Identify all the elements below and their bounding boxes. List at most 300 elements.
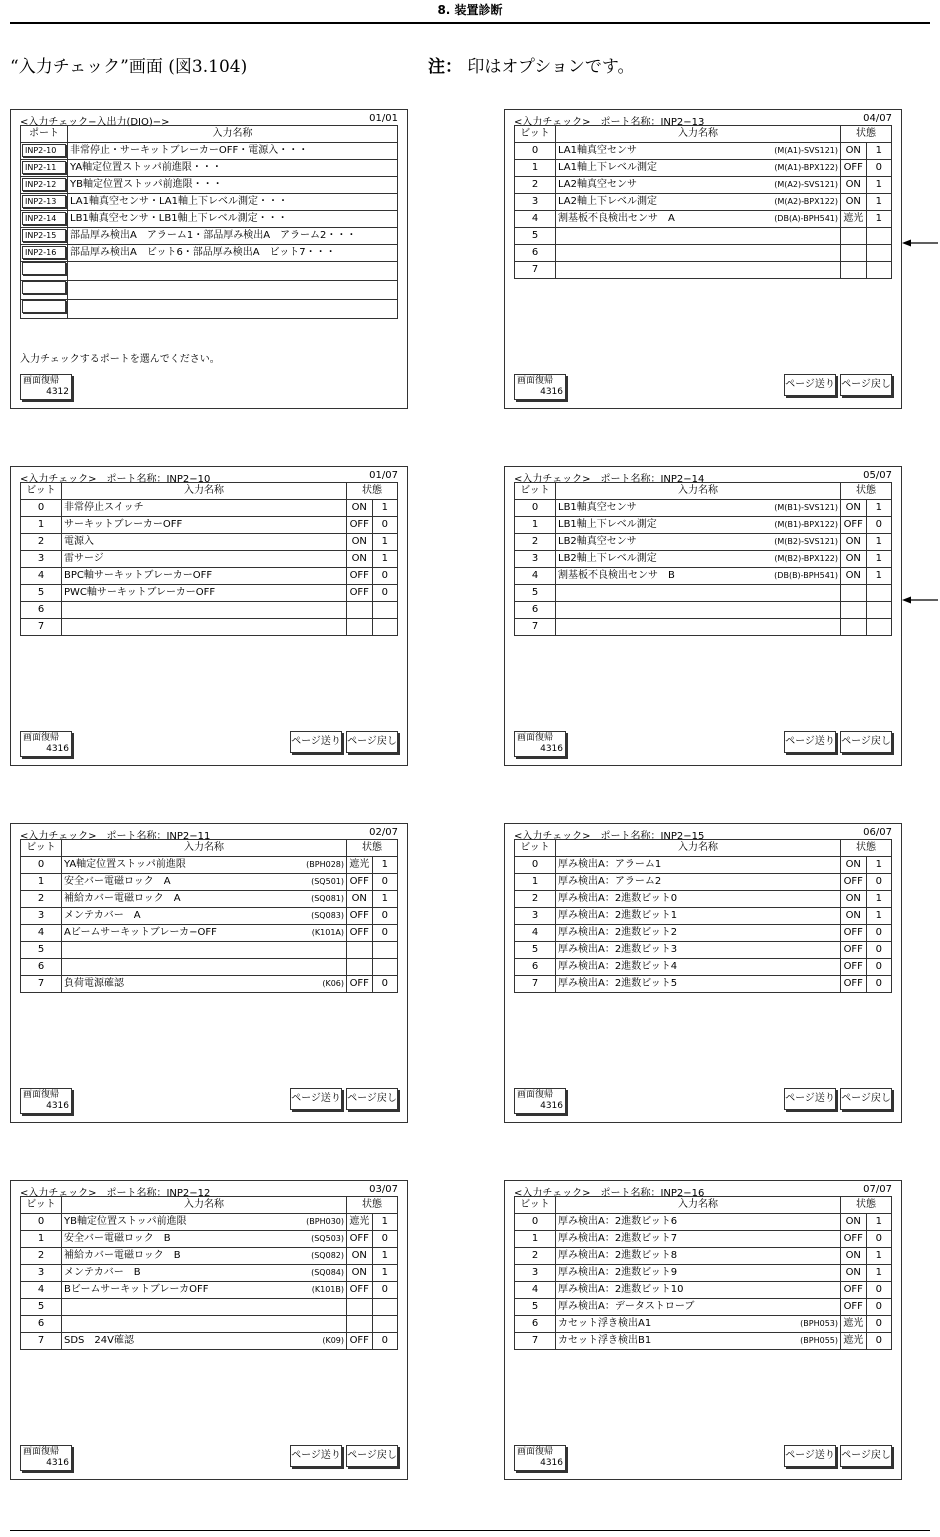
port-panel-p16 — [504, 1180, 902, 1480]
bit-number: 1 — [515, 160, 556, 177]
input-code: (SQ083) — [311, 911, 344, 920]
state-value: 0 — [866, 1231, 892, 1248]
state-value: 1 — [372, 1214, 398, 1231]
input-name: 割基板不良検出センサ A — [558, 213, 675, 224]
input-name: 厚み検出A：アラーム1 — [558, 859, 662, 870]
state-text: OFF — [841, 1231, 867, 1248]
col-state: 状態 — [347, 1197, 398, 1214]
bit-row — [515, 585, 892, 602]
state-text: OFF — [347, 874, 373, 891]
page-next-button[interactable]: ページ送り — [290, 731, 342, 753]
input-name-cell — [556, 228, 841, 245]
bit-row — [515, 517, 892, 534]
state-value — [372, 942, 398, 959]
state-text: OFF — [347, 1282, 373, 1299]
state-value: 0 — [866, 959, 892, 976]
port-panel-p12 — [10, 1180, 408, 1480]
port-select-button[interactable]: INP2-10 — [22, 144, 66, 157]
bit-row — [515, 925, 892, 942]
page-prev-button[interactable]: ページ戻し — [346, 1445, 398, 1467]
input-name-cell — [556, 976, 841, 993]
bit-number: 5 — [515, 942, 556, 959]
bit-number: 1 — [515, 1231, 556, 1248]
page-prev-button[interactable]: ページ戻し — [840, 1445, 892, 1467]
page-prev-button[interactable]: ページ戻し — [840, 731, 892, 753]
state-text: ON — [347, 891, 373, 908]
input-name-cell — [556, 1248, 841, 1265]
panel-title-text: <入力チェック> ポート名称：INP2−11 — [20, 831, 211, 842]
back-code: 4316 — [540, 1101, 563, 1111]
bit-table — [514, 125, 892, 279]
input-name-cell — [556, 602, 841, 619]
state-value: 0 — [866, 942, 892, 959]
bit-number: 3 — [21, 1265, 62, 1282]
input-name-cell — [62, 857, 347, 874]
input-code: (SQ501) — [311, 877, 344, 886]
bit-row — [21, 1316, 398, 1333]
state-value: 1 — [866, 534, 892, 551]
state-text: 遮光 — [841, 1333, 867, 1350]
state-text: 遮光 — [347, 1214, 373, 1231]
page-next-button[interactable]: ページ送り — [784, 1445, 836, 1467]
panel-title — [514, 1184, 892, 1199]
state-text — [841, 245, 867, 262]
state-text: ON — [841, 500, 867, 517]
bit-number: 6 — [21, 1316, 62, 1333]
panel-title — [20, 827, 398, 842]
state-text — [347, 1299, 373, 1316]
port-select-button[interactable] — [22, 300, 66, 313]
page-next-button[interactable]: ページ送り — [290, 1445, 342, 1467]
bit-row — [515, 1231, 892, 1248]
bit-number: 7 — [21, 619, 62, 636]
page-next-button[interactable]: ページ送り — [784, 374, 836, 396]
bit-number: 3 — [515, 194, 556, 211]
back-label: 画面復帰 — [517, 376, 554, 386]
input-name-cell — [556, 262, 841, 279]
bit-number: 4 — [21, 568, 62, 585]
state-text: ON — [841, 177, 867, 194]
state-value: 1 — [866, 568, 892, 585]
state-value — [372, 619, 398, 636]
state-text — [347, 602, 373, 619]
page-next-button[interactable]: ページ送り — [784, 731, 836, 753]
port-row — [21, 262, 398, 281]
input-name-cell — [62, 976, 347, 993]
note-label: 注： — [428, 57, 462, 77]
input-name-cell — [556, 891, 841, 908]
port-input-names: YB軸定位置ストッパ前進限・・・ — [68, 177, 398, 194]
bit-row — [515, 1316, 892, 1333]
screen-back-button[interactable] — [514, 1445, 566, 1471]
state-value: 0 — [866, 517, 892, 534]
col-name: 入力名称 — [556, 483, 841, 500]
state-text: ON — [841, 908, 867, 925]
col-state: 状態 — [841, 483, 892, 500]
bit-row — [515, 177, 892, 194]
state-value — [372, 1316, 398, 1333]
input-name: 安全バー電磁ロック A — [64, 876, 171, 887]
port-input-names — [68, 300, 398, 319]
bit-row — [21, 619, 398, 636]
back-code: 4312 — [46, 387, 69, 397]
state-value: 0 — [372, 517, 398, 534]
input-name-cell — [62, 1248, 347, 1265]
port-select-button[interactable] — [22, 281, 66, 294]
state-value: 1 — [866, 908, 892, 925]
state-value: 0 — [372, 908, 398, 925]
state-value: 0 — [372, 568, 398, 585]
state-value: 1 — [866, 177, 892, 194]
state-value — [866, 228, 892, 245]
bit-number: 7 — [515, 619, 556, 636]
input-code: (BPH053) — [800, 1319, 838, 1328]
panel-title-text: <入力チェック> ポート名称：INP2−15 — [514, 831, 705, 842]
option-arrow-icon — [902, 590, 938, 600]
bit-row — [515, 245, 892, 262]
state-value: 1 — [372, 1248, 398, 1265]
input-code: (K101B) — [311, 1285, 344, 1294]
bit-row — [515, 568, 892, 585]
bit-row — [515, 1333, 892, 1350]
input-name: Aビームサーキットブレーカ−OFF — [64, 927, 217, 938]
input-name: 厚み検出A：2進数ビット6 — [558, 1216, 678, 1227]
bit-number: 6 — [515, 1316, 556, 1333]
page-prev-button[interactable]: ページ戻し — [840, 374, 892, 396]
bit-number: 0 — [515, 1214, 556, 1231]
state-value: 0 — [866, 925, 892, 942]
input-name: 厚み検出A：2進数ビット2 — [558, 927, 678, 938]
port-cell — [21, 228, 68, 245]
state-value: 0 — [372, 585, 398, 602]
input-code: (SQ503) — [311, 1234, 344, 1243]
col-bit: ビット — [515, 126, 556, 143]
bit-table — [20, 482, 398, 636]
input-code: (BPH055) — [800, 1336, 838, 1345]
figure-caption: “入力チェック”画面 (図3.104) — [10, 57, 248, 77]
bit-number: 0 — [515, 500, 556, 517]
bit-number: 4 — [21, 1282, 62, 1299]
page-indicator: 03/07 — [369, 1184, 398, 1195]
bit-row — [21, 908, 398, 925]
bit-row — [515, 976, 892, 993]
input-name-cell — [62, 942, 347, 959]
input-name-cell — [62, 925, 347, 942]
bit-row — [21, 857, 398, 874]
port-select-button[interactable]: INP2-12 — [22, 178, 66, 191]
page-indicator: 06/07 — [863, 827, 892, 838]
panel-title — [514, 470, 892, 485]
state-value: 1 — [866, 211, 892, 228]
input-name: 非常停止スイッチ — [64, 502, 144, 513]
port-row — [21, 194, 398, 211]
col-bit: ビット — [21, 1197, 62, 1214]
bit-number: 5 — [515, 585, 556, 602]
input-name-cell — [62, 908, 347, 925]
state-text: OFF — [347, 517, 373, 534]
input-name-cell — [62, 602, 347, 619]
state-text: OFF — [841, 517, 867, 534]
bit-row — [515, 551, 892, 568]
page-indicator: 05/07 — [863, 470, 892, 481]
input-name-cell — [556, 619, 841, 636]
state-value: 1 — [866, 551, 892, 568]
bit-number: 1 — [21, 517, 62, 534]
page-footer-rule — [10, 1530, 930, 1531]
screen-back-button[interactable] — [514, 1088, 566, 1114]
port-select-button[interactable]: INP2-13 — [22, 195, 66, 208]
bit-number: 0 — [515, 857, 556, 874]
bit-row — [515, 194, 892, 211]
bit-row — [21, 925, 398, 942]
input-name: カセット浮き検出B1 — [558, 1335, 652, 1346]
bit-number: 1 — [21, 874, 62, 891]
state-value: 0 — [372, 874, 398, 891]
panel-title-text: <入力チェック> ポート名称：INP2−13 — [514, 117, 705, 128]
page-indicator: 01/07 — [369, 470, 398, 481]
input-code: (DB(A)-BPH541) — [774, 214, 838, 223]
page-next-button[interactable]: ページ送り — [290, 1088, 342, 1110]
panel-title — [20, 113, 398, 128]
state-text: OFF — [347, 585, 373, 602]
input-name-cell — [62, 1214, 347, 1231]
back-code: 4316 — [540, 744, 563, 754]
page-indicator: 01/01 — [369, 113, 398, 124]
state-text — [347, 942, 373, 959]
bit-number: 1 — [21, 1231, 62, 1248]
port-panel-p15 — [504, 823, 902, 1123]
port-panel-p13 — [504, 109, 902, 409]
state-value: 0 — [372, 1282, 398, 1299]
input-code: (SQ081) — [311, 894, 344, 903]
state-text: ON — [347, 534, 373, 551]
bit-number: 5 — [515, 228, 556, 245]
page-prev-button[interactable]: ページ戻し — [346, 1088, 398, 1110]
state-value: 1 — [372, 891, 398, 908]
state-text: ON — [841, 534, 867, 551]
input-code: (M(B1)-SVS121) — [774, 503, 838, 512]
input-name: YB軸定位置ストッパ前進限 — [64, 1216, 187, 1227]
col-name: 入力名称 — [556, 126, 841, 143]
bit-number: 5 — [21, 942, 62, 959]
bit-row — [515, 857, 892, 874]
input-code: (M(B1)-BPX122) — [774, 520, 838, 529]
bit-row — [21, 959, 398, 976]
page-prev-button[interactable]: ページ戻し — [840, 1088, 892, 1110]
state-text — [841, 619, 867, 636]
bit-row — [515, 143, 892, 160]
input-name-cell — [556, 517, 841, 534]
input-name: 厚み検出A：2進数ビット0 — [558, 893, 678, 904]
bit-table — [514, 1196, 892, 1350]
port-select-button[interactable] — [22, 262, 66, 275]
port-select-button[interactable]: INP2-11 — [22, 161, 66, 174]
col-bit: ビット — [21, 483, 62, 500]
screen-back-button[interactable] — [514, 374, 566, 400]
port-input-names — [68, 281, 398, 300]
state-value: 0 — [372, 976, 398, 993]
back-code: 4316 — [540, 1458, 563, 1468]
panel-title-text: <入力チェック> ポート名称：INP2−12 — [20, 1188, 211, 1199]
bit-table — [514, 839, 892, 993]
state-value: 1 — [866, 1248, 892, 1265]
col-state: 状態 — [347, 483, 398, 500]
screen-back-button[interactable] — [20, 731, 72, 757]
bit-row — [21, 1282, 398, 1299]
input-name-cell — [62, 517, 347, 534]
state-value: 1 — [372, 500, 398, 517]
input-code: (DB(B)-BPH541) — [774, 571, 838, 580]
port-cell — [21, 177, 68, 194]
state-value: 1 — [866, 1214, 892, 1231]
input-name-cell — [556, 568, 841, 585]
input-name-cell — [62, 1231, 347, 1248]
page-indicator: 02/07 — [369, 827, 398, 838]
port-select-button[interactable]: INP2-15 — [22, 229, 66, 242]
state-text — [347, 619, 373, 636]
bit-row — [21, 602, 398, 619]
input-name: メンテカバー B — [64, 1267, 141, 1278]
col-bit: ビット — [21, 840, 62, 857]
input-name-cell — [556, 1231, 841, 1248]
bit-row — [515, 959, 892, 976]
screen-back-button[interactable] — [20, 1088, 72, 1114]
page-next-button[interactable]: ページ送り — [784, 1088, 836, 1110]
state-text: 遮光 — [347, 857, 373, 874]
bit-number: 5 — [21, 1299, 62, 1316]
bit-number: 7 — [21, 976, 62, 993]
input-code: (K06) — [322, 979, 344, 988]
col-name: 入力名称 — [62, 1197, 347, 1214]
input-name-cell — [62, 1333, 347, 1350]
bit-number: 0 — [515, 143, 556, 160]
bit-number: 6 — [515, 245, 556, 262]
col-name: 入力名称 — [62, 483, 347, 500]
input-name: 厚み検出A：データストローブ — [558, 1301, 695, 1312]
input-code: (BPH030) — [306, 1217, 344, 1226]
state-text: ON — [841, 143, 867, 160]
back-label: 画面復帰 — [517, 1447, 554, 1457]
bit-table — [20, 1196, 398, 1350]
bit-number: 4 — [515, 211, 556, 228]
input-name: 負荷電源確認 — [64, 978, 124, 989]
bit-number: 4 — [515, 925, 556, 942]
input-code: (M(A2)-SVS121) — [774, 180, 838, 189]
port-input-names: YA軸定位置ストッパ前進限・・・ — [68, 160, 398, 177]
input-name: 割基板不良検出センサ B — [558, 570, 675, 581]
col-state: 状態 — [841, 840, 892, 857]
back-label: 画面復帰 — [23, 376, 60, 386]
bit-number: 4 — [21, 925, 62, 942]
state-text: ON — [347, 500, 373, 517]
port-select-button[interactable]: INP2-16 — [22, 246, 66, 259]
input-name-cell — [62, 534, 347, 551]
input-name-cell — [556, 211, 841, 228]
state-text: OFF — [347, 976, 373, 993]
port-input-names: 部品厚み検出A アラーム1・部品厚み検出A アラーム2・・・ — [68, 228, 398, 245]
input-name: 電源入 — [64, 536, 94, 547]
port-input-names: LA1軸真空センサ・LA1軸上下レベル測定・・・ — [68, 194, 398, 211]
bit-number: 6 — [21, 602, 62, 619]
state-value: 1 — [372, 1265, 398, 1282]
state-value: 0 — [866, 1282, 892, 1299]
state-text: ON — [347, 1248, 373, 1265]
state-text: OFF — [841, 160, 867, 177]
bit-table — [20, 839, 398, 993]
port-cell — [21, 211, 68, 228]
back-label: 画面復帰 — [23, 1447, 60, 1457]
state-text: ON — [841, 1248, 867, 1265]
input-name-cell — [556, 143, 841, 160]
port-cell — [21, 262, 68, 281]
page-header — [10, 0, 930, 24]
bit-number: 7 — [21, 1333, 62, 1350]
bit-number: 7 — [515, 976, 556, 993]
input-name: LB1軸真空センサ — [558, 502, 637, 513]
input-name: BビームサーキットブレーカOFF — [64, 1284, 209, 1295]
back-label: 画面復帰 — [517, 733, 554, 743]
state-text: OFF — [841, 942, 867, 959]
state-value — [866, 262, 892, 279]
input-name-cell — [556, 177, 841, 194]
state-value — [866, 245, 892, 262]
port-panel-p11 — [10, 823, 408, 1123]
port-select-button[interactable]: INP2-14 — [22, 212, 66, 225]
input-name: LB1軸上下レベル測定 — [558, 519, 657, 530]
screen-back-button[interactable] — [20, 374, 72, 400]
bit-row — [515, 891, 892, 908]
back-label: 画面復帰 — [23, 733, 60, 743]
state-text — [347, 1316, 373, 1333]
screen-back-button[interactable] — [514, 731, 566, 757]
state-text: OFF — [841, 1282, 867, 1299]
port-row — [21, 245, 398, 262]
bit-row — [515, 160, 892, 177]
input-code: (K101A) — [311, 928, 344, 937]
input-name: LA1軸真空センサ — [558, 145, 638, 156]
input-name-cell — [556, 959, 841, 976]
bit-number: 2 — [515, 891, 556, 908]
col-state: 状態 — [841, 1197, 892, 1214]
input-name: 厚み検出A：2進数ビット9 — [558, 1267, 678, 1278]
state-value: 1 — [866, 891, 892, 908]
state-value — [372, 602, 398, 619]
bit-row — [21, 1333, 398, 1350]
port-cell — [21, 281, 68, 300]
input-name-cell — [556, 194, 841, 211]
input-name: 補給カバー電磁ロック A — [64, 893, 181, 904]
state-text: ON — [841, 194, 867, 211]
input-name-cell — [556, 1214, 841, 1231]
bit-row — [21, 976, 398, 993]
bit-row — [21, 585, 398, 602]
input-name-cell — [556, 160, 841, 177]
page-prev-button[interactable]: ページ戻し — [346, 731, 398, 753]
bit-number: 0 — [21, 500, 62, 517]
bit-number: 7 — [515, 262, 556, 279]
col-state: 状態 — [347, 840, 398, 857]
col-bit: ビット — [515, 1197, 556, 1214]
bit-row — [21, 1214, 398, 1231]
col-bit: ビット — [515, 840, 556, 857]
port-cell — [21, 245, 68, 262]
bit-row — [21, 500, 398, 517]
input-name: LB2軸上下レベル測定 — [558, 553, 657, 564]
screen-back-button[interactable] — [20, 1445, 72, 1471]
input-name: 厚み検出A：2進数ビット4 — [558, 961, 678, 972]
input-code: (M(B2)-SVS121) — [774, 537, 838, 546]
option-note — [428, 52, 635, 77]
